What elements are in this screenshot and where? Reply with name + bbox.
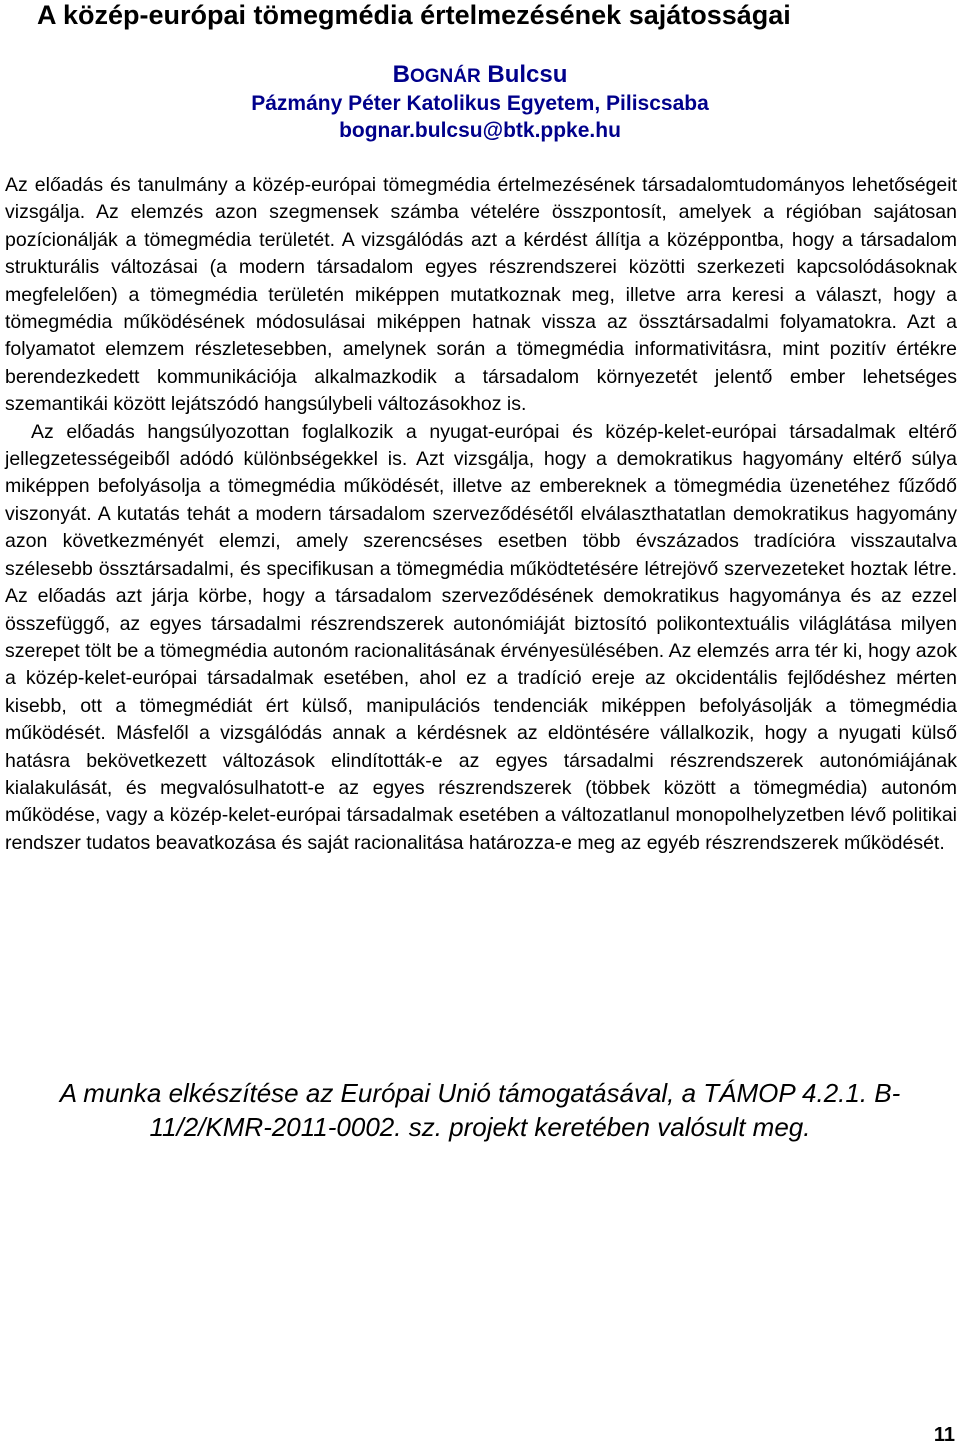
author-given-name: Bulcsu [487,61,568,88]
author-email: bognar.bulcsu@btk.ppke.hu [339,119,621,142]
author-surname-initial: B [392,61,410,88]
abstract-paragraph-2: Az előadás hangsúlyozottan foglalkozik a nyugat-európai és közép-kelet-európai társadalmak eltérő jellegzetességeiből adódó különbségekkel is. Azt vizsgálja, hogy a demokratikus hagyomány eltérő súlya miképpen befolyásolja a tömegmédia működését, illetve az embereknek a tömegmédia üzenetéhez fűződő viszonyát. A kutatás tehát a modern társadalom szerveződésétől elválaszthatatlan demokratikus hagyomány azon következményét elemzi, amely szerencséses esetben több évszázados tradícióra visszautalva szélesebb össztársadalmi, és specifikusan a tömegmédia működtetésére létrejövő szervezeteket hoztak létre. Az előadás azt járja körbe, hogy a társadalom szerveződésének demokratikus hagyománya és az ezzel összefüggő, az egyes társadalmi részrendszerek autonómiáját biztosító polikontextuális világlátása milyen szerepet tölt be a tömegmédia autonóm racionalitásának érvényesülésében. Az elemzés arra tér ki, hogy azok a közép-kelet-európai társadalmak esetében, ahol ez a tradíció ereje az okcidentális fejlődéshez mérten kisebb, ott a tömegmédiát ért külső, manipulációs tendenciák miképpen befolyásolják a tömegmédia működését. Másfelől a vizsgálódás annak a kérdésnek az eldöntésére vállalkozik, hogy a nyugati külső hatásra bekövetkezett változások elindították-e az egyes társadalmi részrendszerek autonómiájának kialakulását, és megvalósulhatott-e az egyes részrendszerek (többek között a tömegmédia) autonóm működése, vagy a közép-kelet-európai társadalmak esetében a változatlanul monopolhelyzetben lévő politikai rendszer tudatos beavatkozása és saját racionalitása határozza-e meg az egyéb részrendszerek működését. [5,420,957,854]
page-number: 11 [933,1424,955,1446]
document-title: A közép-európai tömegmédia értelmezésének sajátosságai [37,0,791,30]
abstract-body [5,172,957,857]
funding-note: A munka elkészítése az Európai Unió támogatásával, a TÁMOP 4.2.1. B-11/2/KMR-2011-0002. sz. projekt keretében valósult meg. [59,1078,901,1142]
author-surname-rest: OGNÁR [409,66,481,87]
author-affiliation: Pázmány Péter Katolikus Egyetem, Piliscsaba [251,92,709,115]
abstract-paragraph-1: Az előadás és tanulmány a közép-európai tömegmédia értelmezésének társadalomtudományos lehetőségeit vizsgálja. Az elemzés azon szegmensek számba vételére összpontosít, amelyek a régióban sajátosan pozícionálják a tömegmédia területét. A vizsgálódás azt a kérdést állítja a középpontba, hogy a társadalom strukturális változásai (a modern társadalom egyes részrendszerei közötti szerkezeti kapcsolódásoknak megfelelően) a tömegmédia területén miképpen mutatkoznak meg, illetve arra keresi a választ, hogy a tömegmédia működésének módosulásai miképpen hatnak vissza az össztársadalmi folyamatokra. Azt a folyamatot elemzem részletesebben, amelynek során a tömegmédia informativitásra, mint pozitív értékre berendezkedett kommunikációja alkalmazkodik a társadalom környezetét jelentő ember lehetséges szemantikái között lejátszódó hangsúlybeli változásokhoz is. [5,174,957,416]
author-name [0,60,960,92]
